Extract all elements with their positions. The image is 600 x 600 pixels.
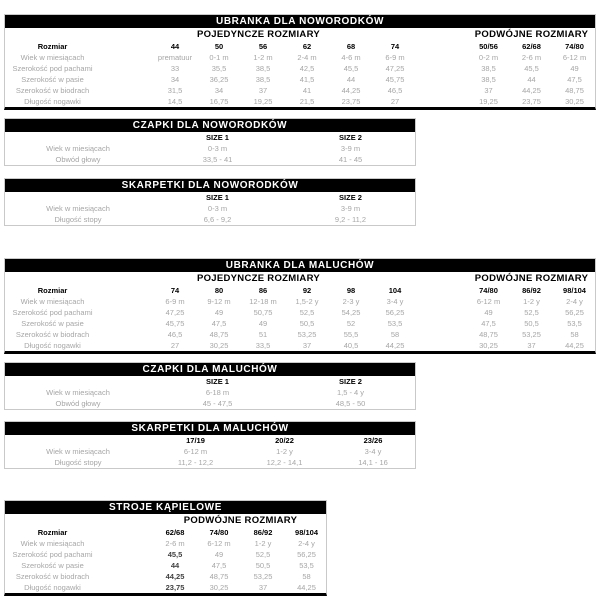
value-cell: 50,5 [255,561,271,570]
row-label: Szerokość pod pachami [12,550,93,559]
value-cell: 53,5 [387,319,403,328]
value-cell: 58 [570,330,579,339]
spacer-cell [100,74,153,85]
value-cell: 49 [214,308,224,317]
spacer-cell [5,28,100,41]
czapki-dla-maluchow-grid [5,376,417,409]
value-cell: 45,5 [343,64,359,73]
spacer-cell [417,307,467,318]
row-label-header: Rozmiar [37,528,68,537]
value-cell: 1,5-2 y [295,297,319,306]
value-cell: 53,5 [567,319,582,328]
value-cell: 14,5 [167,97,183,106]
value-cell: 34 [170,75,180,84]
stroje-kapielowe-table [4,500,327,596]
value-cell: 33,5 [255,341,271,350]
size-header: 86 [258,286,268,295]
size-header: 86/92 [522,286,541,295]
value-cell: 30,25 [209,583,229,592]
value-cell: 52,5 [299,308,315,317]
value-cell: 1-2 y [254,539,272,548]
row-label: Obwód głowy [55,399,101,408]
ubranka-dla-maluchow-table [4,258,596,354]
row-label: Szerokość pod pachami [12,308,93,317]
spacer-cell [100,318,153,329]
value-cell: 0-2 m [478,53,499,62]
spacer-cell [417,285,467,296]
value-cell: 49 [258,319,268,328]
spacer-cell [417,329,467,340]
value-cell: 44,25 [522,86,541,95]
value-cell: 36,25 [209,75,229,84]
czapki-dla-noworodkow-title-bar: CZAPKI DLA NOWORODKÓW [5,119,415,132]
single-sizes-group-header: POJEDYNCZE ROZMIARY [196,273,321,284]
value-cell: 37 [258,86,268,95]
value-cell: 42,5 [299,64,315,73]
value-cell: 53,25 [297,330,317,339]
spacer-cell [5,514,153,527]
spacer-cell [417,28,467,41]
stroje-kapielowe-grid [5,514,328,593]
value-cell: 21,5 [299,97,315,106]
single-sizes-group-header: POJEDYNCZE ROZMIARY [196,29,321,40]
value-cell: 50,5 [299,319,315,328]
value-cell: 33 [170,64,180,73]
spacer-cell [100,329,153,340]
size-header: SIZE 2 [339,193,362,202]
row-label: Szerokość w biodrach [15,86,90,95]
value-cell: 38,5 [255,64,271,73]
row-label: Długość nogawki [24,97,81,106]
ubranka-dla-noworodkow-grid [5,28,596,107]
value-cell: prematuur [157,53,193,62]
value-cell: 9-12 m [207,297,231,306]
value-cell: 48,5 - 50 [335,399,366,408]
value-cell: 52,5 [524,308,539,317]
value-cell: 44 [170,561,180,570]
value-cell: 35,5 [211,64,227,73]
spacer-cell [100,560,153,571]
value-cell: 31,5 [167,86,183,95]
value-cell: 55,5 [343,330,359,339]
czapki-dla-maluchow-table [4,362,416,410]
size-header: 92 [302,286,312,295]
size-header: 62 [302,42,312,51]
ubranka-dla-noworodkow-table [4,14,596,110]
value-cell: 52 [346,319,356,328]
value-cell: 48,75 [479,330,498,339]
value-cell: 2-4 y [298,539,315,548]
spacer-cell [417,85,467,96]
row-label: Szerokość w pasie [21,319,84,328]
value-cell: 30,25 [479,341,498,350]
value-cell: 45 - 47,5 [202,399,233,408]
size-header: 62/68 [165,528,185,537]
value-cell: 1-2 y [276,447,293,456]
row-label: Długość stopy [54,215,102,224]
value-cell: 45,5 [167,550,183,559]
size-header: 98 [346,286,356,295]
value-cell: 37 [302,341,312,350]
size-header: 74/80 [209,528,229,537]
value-cell: 23,75 [341,97,361,106]
value-cell: 54,25 [341,308,361,317]
value-cell: 2-4 m [297,53,317,62]
skarpetki-dla-noworodkow-table [4,178,416,226]
value-cell: 3-4 y [386,297,404,306]
row-label: Szerokość w pasie [21,561,84,570]
value-cell: 45,75 [385,75,405,84]
value-cell: 12,2 - 14,1 [266,458,303,467]
value-cell: 19,25 [479,97,498,106]
stroje-kapielowe-title-bar: STROJE KĄPIELOWE [5,501,326,514]
value-cell: 52,5 [255,550,271,559]
size-header: 74/80 [479,286,498,295]
value-cell: 27 [170,341,180,350]
row-label: Długość nogawki [24,341,81,350]
size-header: 98/104 [295,528,318,537]
value-cell: 19,25 [253,97,273,106]
row-label-header: Rozmiar [37,42,68,51]
value-cell: 6-12 m [476,297,501,306]
value-cell: 51 [258,330,268,339]
spacer-cell [100,63,153,74]
value-cell: 47,5 [211,319,227,328]
size-header: 86/92 [253,528,273,537]
value-cell: 47,5 [211,561,227,570]
value-cell: 27 [390,97,400,106]
value-cell: 47,5 [567,75,582,84]
row-label: Wiek w miesiącach [20,53,85,62]
value-cell: 33,5 - 41 [202,155,233,164]
size-header: SIZE 1 [206,377,229,386]
value-cell: 11,2 - 12,2 [177,458,214,467]
row-label: Wiek w miesiącach [46,388,110,397]
row-label: Szerokość w pasie [21,75,84,84]
row-label: Wiek w miesiącach [46,144,110,153]
value-cell: 23,75 [522,97,541,106]
spacer-cell [417,340,467,351]
value-cell: 49 [214,550,224,559]
size-header: 68 [346,42,356,51]
skarpetki-dla-noworodkow-grid [5,192,417,225]
value-cell: 0-1 m [209,53,229,62]
row-label: Szerokość pod pachami [12,64,93,73]
value-cell: 41 [302,86,312,95]
value-cell: 3-9 m [340,144,361,153]
value-cell: 38,5 [481,64,496,73]
value-cell: 56,25 [297,550,316,559]
spacer-cell [100,85,153,96]
spacer-cell [5,272,100,285]
size-header: 17/19 [186,436,205,445]
spacer-cell [5,192,151,203]
value-cell: 38,5 [481,75,496,84]
size-header: 104 [388,286,402,295]
value-cell: 6-12 m [183,447,208,456]
value-cell: 6-9 m [165,297,185,306]
row-label: Szerokość w biodrach [15,572,90,581]
size-header: SIZE 1 [206,193,229,202]
size-header: 62/68 [522,42,541,51]
value-cell: 23,75 [165,583,185,592]
value-cell: 47,5 [481,319,496,328]
spacer-cell [417,41,467,52]
value-cell: 45,5 [524,64,539,73]
skarpetki-dla-noworodkow-title-bar: SKARPETKI DLA NOWORODKÓW [5,179,415,192]
value-cell: 0-3 m [207,144,228,153]
double-sizes-group-header: PODWÓJNE ROZMIARY [183,515,298,526]
spacer-cell [417,272,467,285]
ubranka-dla-maluchow-grid [5,272,596,351]
value-cell: 0-3 m [207,204,228,213]
row-label: Szerokość w biodrach [15,330,90,339]
czapki-dla-maluchow-title-bar: CZAPKI DLA MALUCHÓW [5,363,415,376]
value-cell: 2-6 m [521,53,542,62]
value-cell: 6-9 m [385,53,405,62]
value-cell: 3-9 m [340,204,361,213]
value-cell: 47,25 [385,64,405,73]
size-header: 98/104 [563,286,586,295]
czapki-dla-noworodkow-grid [5,132,417,165]
spacer-cell [5,132,151,143]
spacer-cell [100,307,153,318]
skarpetki-dla-maluchow-table [4,421,416,469]
value-cell: 47,25 [165,308,185,317]
row-label: Wiek w miesiącach [46,447,110,456]
spacer-cell [100,582,153,593]
row-label: Długość nogawki [24,583,81,592]
value-cell: 44,25 [165,572,185,581]
spacer-cell [100,296,153,307]
value-cell: 48,75 [209,330,229,339]
row-label: Obwód głowy [55,155,101,164]
spacer-cell [100,527,153,538]
spacer-cell [100,538,153,549]
spacer-cell [417,296,467,307]
double-sizes-group-header: PODWÓJNE ROZMIARY [474,273,589,284]
value-cell: 41 - 45 [338,155,363,164]
value-cell: 2-3 y [342,297,360,306]
size-header: 44 [170,42,180,51]
value-cell: 44 [346,75,356,84]
value-cell: 12-18 m [249,297,277,306]
value-cell: 9,2 - 11,2 [334,215,367,224]
value-cell: 41,5 [299,75,315,84]
value-cell: 16,75 [209,97,229,106]
value-cell: 30,25 [209,341,229,350]
value-cell: 34 [214,86,224,95]
value-cell: 45,75 [165,319,185,328]
row-label-header: Rozmiar [37,286,68,295]
spacer-cell [100,52,153,63]
ubranka-dla-noworodkow-title-bar: UBRANKA DLA NOWORODKÓW [5,15,595,28]
value-cell: 1,5 - 4 y [336,388,365,397]
value-cell: 49 [484,308,493,317]
value-cell: 56,25 [385,308,405,317]
value-cell: 37 [258,583,268,592]
value-cell: 58 [390,330,400,339]
spacer-cell [417,74,467,85]
value-cell: 1-2 y [523,297,540,306]
row-label: Wiek w miesiącach [20,539,85,548]
size-header: SIZE 1 [206,133,229,142]
size-header: 50/56 [479,42,498,51]
value-cell: 50,5 [524,319,539,328]
spacer-cell [100,285,153,296]
value-cell: 40,5 [343,341,359,350]
size-header: 80 [214,286,224,295]
size-header: 74 [390,42,400,51]
value-cell: 44,25 [297,583,316,592]
size-header: 56 [258,42,268,51]
value-cell: 14,1 - 16 [358,458,388,467]
spacer-cell [417,52,467,63]
row-label: Wiek w miesiącach [46,204,110,213]
value-cell: 48,75 [209,572,229,581]
value-cell: 30,25 [565,97,584,106]
spacer-cell [5,376,151,387]
size-header: SIZE 2 [339,133,362,142]
value-cell: 2-6 m [165,539,185,548]
skarpetki-dla-maluchow-title-bar: SKARPETKI DLA MALUCHÓW [5,422,415,435]
value-cell: 6-12 m [562,53,587,62]
size-header: 74 [170,286,180,295]
spacer-cell [100,41,153,52]
value-cell: 6-12 m [207,539,231,548]
value-cell: 46,5 [167,330,183,339]
size-header: 23/26 [363,436,383,445]
double-sizes-group-header: PODWÓJNE ROZMIARY [474,29,589,40]
spacer-cell [417,318,467,329]
spacer-cell [100,96,153,107]
czapki-dla-noworodkow-table [4,118,416,166]
value-cell: 38,5 [255,75,271,84]
size-header: SIZE 2 [339,377,362,386]
value-cell: 37 [484,86,493,95]
size-header: 20/22 [275,436,294,445]
value-cell: 6,6 - 9,2 [203,215,232,224]
value-cell: 6-18 m [205,388,230,397]
value-cell: 58 [302,572,311,581]
value-cell: 48,75 [565,86,584,95]
value-cell: 4-6 m [341,53,361,62]
spacer-cell [417,63,467,74]
value-cell: 37 [527,341,536,350]
value-cell: 1-2 m [253,53,273,62]
row-label: Długość stopy [54,458,102,467]
skarpetki-dla-maluchow-grid [5,435,417,468]
value-cell: 53,5 [299,561,314,570]
value-cell: 3-4 y [364,447,382,456]
value-cell: 46,5 [387,86,403,95]
spacer-cell [100,549,153,560]
ubranka-dla-maluchow-title-bar: UBRANKA DLA MALUCHÓW [5,259,595,272]
spacer-cell [5,435,151,446]
spacer-cell [417,96,467,107]
value-cell: 50,75 [253,308,273,317]
row-label: Wiek w miesiącach [20,297,85,306]
spacer-cell [100,571,153,582]
value-cell: 53,25 [522,330,541,339]
value-cell: 44,25 [341,86,361,95]
spacer-cell [100,340,153,351]
value-cell: 53,25 [253,572,273,581]
value-cell: 49 [570,64,579,73]
value-cell: 44,25 [565,341,584,350]
value-cell: 44 [527,75,536,84]
value-cell: 44,25 [385,341,405,350]
size-header: 74/80 [565,42,584,51]
size-header: 50 [214,42,224,51]
value-cell: 2-4 y [566,297,583,306]
value-cell: 56,25 [565,308,584,317]
